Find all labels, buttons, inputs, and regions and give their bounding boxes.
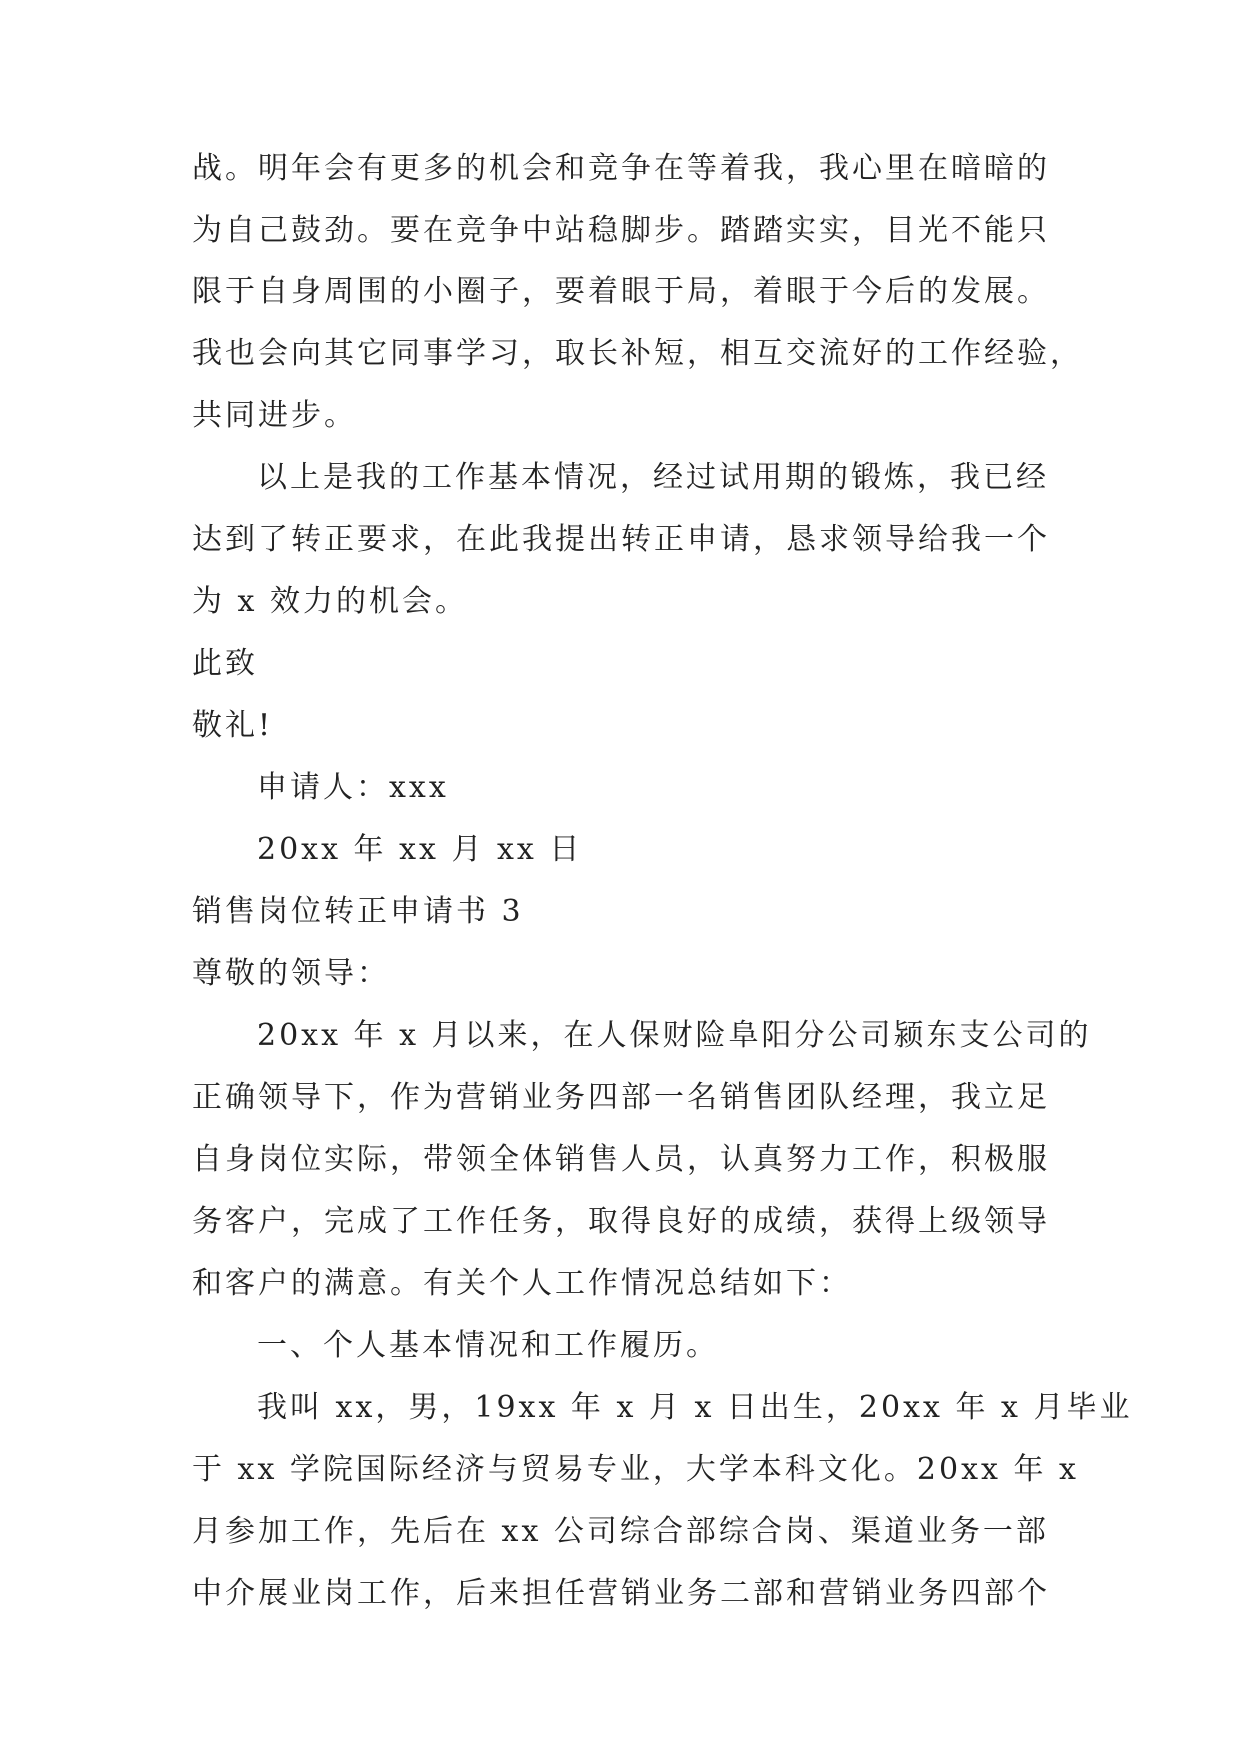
paragraph-line: 为 x 效力的机会。 (192, 584, 468, 619)
paragraph-line: 月参加工作，先后在 xx 公司综合部综合岗、渠道业务一部 (192, 1514, 1049, 1549)
paragraph-line: 我叫 xx，男，19xx 年 x 月 x 日出生，20xx 年 x 月毕业 (257, 1390, 1133, 1425)
closing-regards: 敬礼! (192, 708, 274, 743)
paragraph-line: 限于自身周围的小圈子，要着眼于局，着眼于今后的发展。 (192, 274, 1050, 309)
paragraph-line: 中介展业岗工作，后来担任营销业务二部和营销业务四部个 (192, 1576, 1050, 1611)
section-title: 销售岗位转正申请书 3 (192, 894, 524, 929)
paragraph-line: 正确领导下，作为营销业务四部一名销售团队经理，我立足 (192, 1080, 1050, 1115)
paragraph-line: 达到了转正要求，在此我提出转正申请，恳求领导给我一个 (192, 522, 1050, 557)
paragraph-line: 20xx 年 x 月以来，在人保财险阜阳分公司颍东支公司的 (257, 1018, 1092, 1053)
letter-date: 20xx 年 xx 月 xx 日 (257, 832, 583, 867)
paragraph-line: 于 xx 学院国际经济与贸易专业，大学本科文化。20xx 年 x (192, 1452, 1079, 1487)
paragraph-line: 自身岗位实际，带领全体销售人员，认真努力工作，积极服 (192, 1142, 1050, 1177)
paragraph-line: 共同进步。 (192, 398, 357, 433)
letter-greeting: 尊敬的领导： (192, 956, 390, 991)
section-heading: 一、个人基本情况和工作履历。 (257, 1328, 719, 1363)
paragraph-line: 务客户，完成了工作任务，取得良好的成绩，获得上级领导 (192, 1204, 1050, 1239)
applicant-signature: 申请人：xxx (257, 770, 449, 805)
paragraph-line: 以上是我的工作基本情况，经过试用期的锻炼，我已经 (257, 460, 1049, 495)
paragraph-line: 战。明年会有更多的机会和竞争在等着我，我心里在暗暗的 (192, 151, 1050, 186)
paragraph-line: 和客户的满意。有关个人工作情况总结如下： (192, 1266, 852, 1301)
closing-salutation: 此致 (192, 646, 258, 681)
paragraph-line: 为自己鼓劲。要在竞争中站稳脚步。踏踏实实，目光不能只 (192, 213, 1050, 248)
paragraph-line: 我也会向其它同事学习，取长补短，相互交流好的工作经验， (192, 336, 1083, 371)
